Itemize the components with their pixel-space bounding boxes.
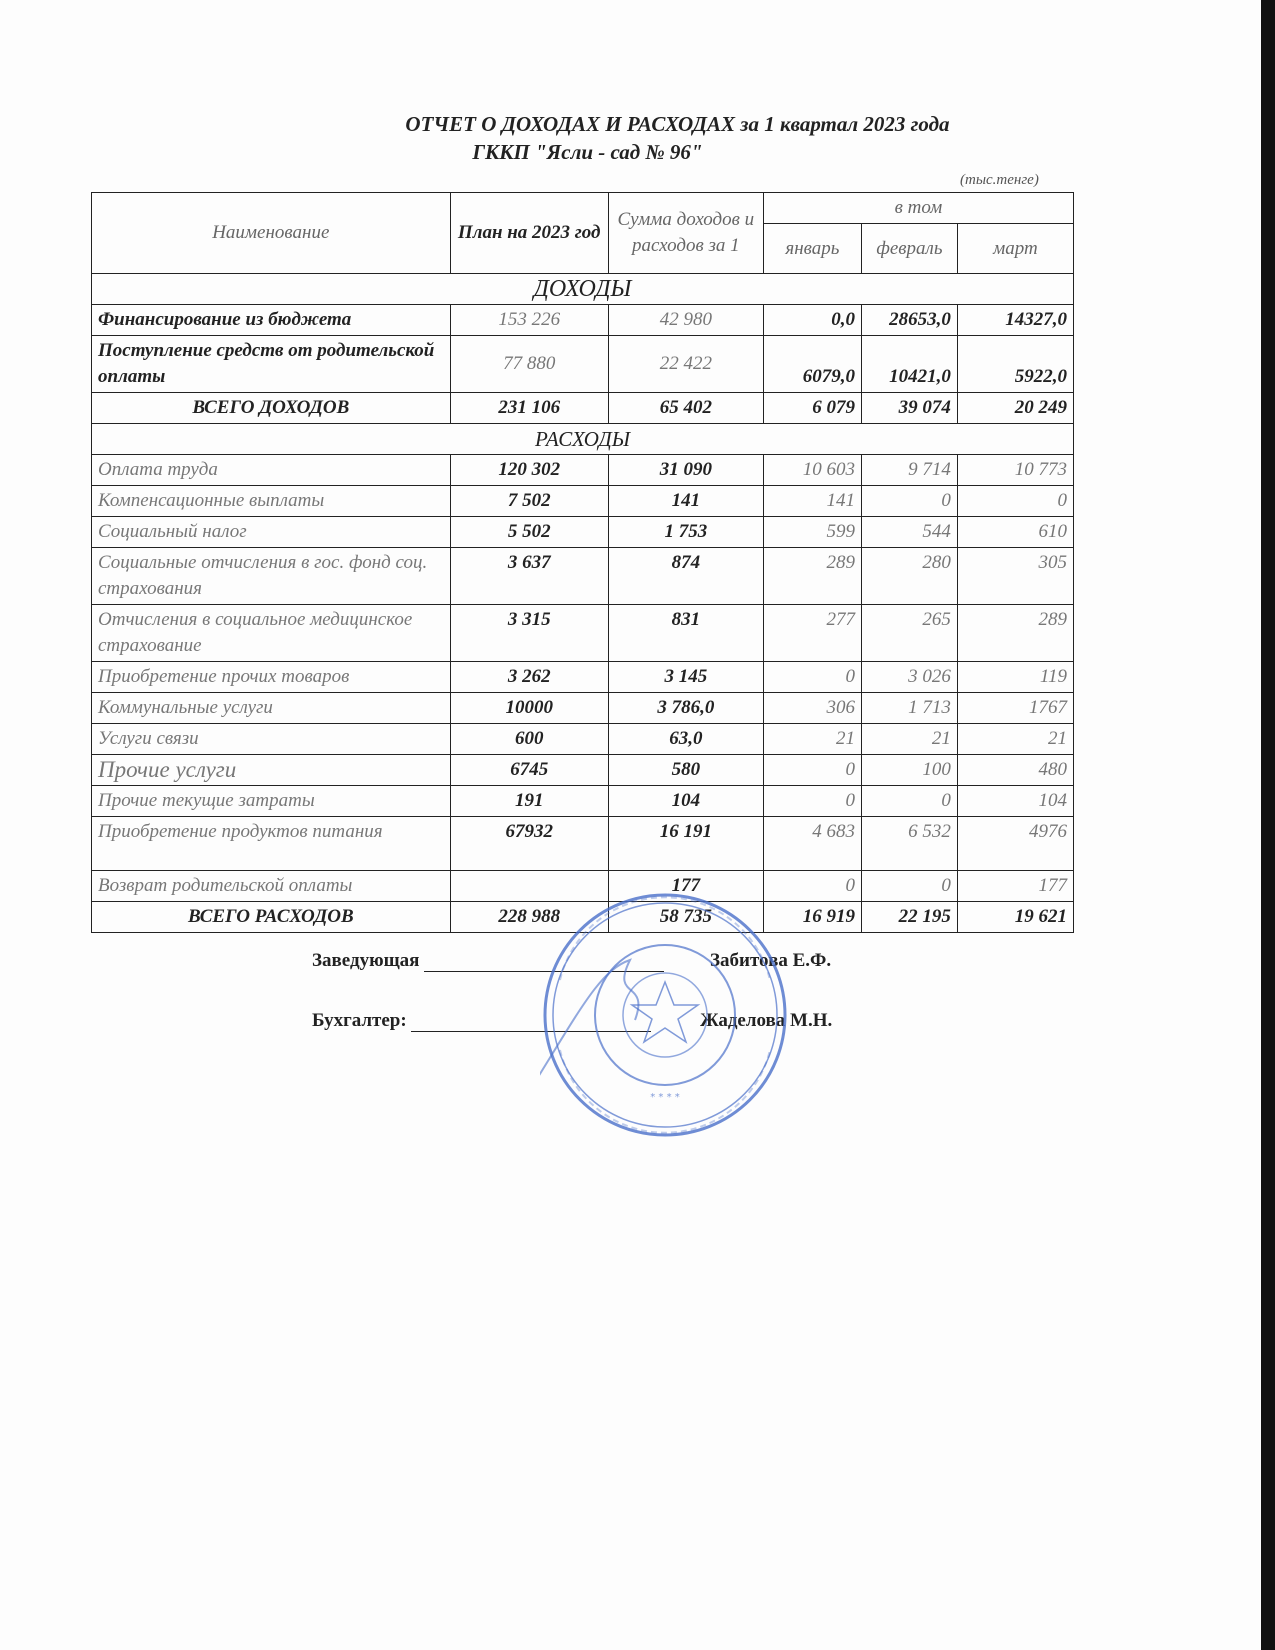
- row-name: Компенсационные выплаты: [92, 486, 451, 517]
- header-jan: январь: [763, 224, 861, 274]
- row-sum: 104: [608, 786, 763, 817]
- scan-edge: [1261, 0, 1275, 1650]
- row-plan: 10000: [450, 693, 608, 724]
- row-feb: 10421,0: [861, 336, 957, 393]
- row-jan: 599: [763, 517, 861, 548]
- row-mar: 19 621: [957, 902, 1073, 933]
- row-sum: 16 191: [608, 817, 763, 871]
- row-sum: 3 786,0: [608, 693, 763, 724]
- row-name: Приобретение продуктов питания: [92, 817, 451, 871]
- row-plan: 231 106: [450, 393, 608, 424]
- row-mar: 480: [957, 755, 1073, 786]
- row-sum: 22 422: [608, 336, 763, 393]
- row-plan: 6745: [450, 755, 608, 786]
- row-feb: 39 074: [861, 393, 957, 424]
- row-plan: 228 988: [450, 902, 608, 933]
- table-row: [92, 336, 1074, 393]
- row-feb: 3 026: [861, 662, 957, 693]
- row-feb: 0: [861, 486, 957, 517]
- table-row: [92, 662, 1074, 693]
- row-feb: 0: [861, 786, 957, 817]
- table-row: [92, 455, 1074, 486]
- row-jan: 0: [763, 755, 861, 786]
- official-stamp: [540, 890, 790, 1140]
- row-name: ВСЕГО ДОХОДОВ: [92, 393, 451, 424]
- row-jan: 289: [763, 548, 861, 605]
- row-sum: 42 980: [608, 305, 763, 336]
- row-feb: 1 713: [861, 693, 957, 724]
- row-name: Прочие услуги: [92, 755, 451, 786]
- header-feb: февраль: [861, 224, 957, 274]
- row-feb: 22 195: [861, 902, 957, 933]
- row-sum: 580: [608, 755, 763, 786]
- header-in-that: в том: [763, 193, 1073, 224]
- header-plan: План на 2023 год: [450, 193, 608, 274]
- row-plan: 600: [450, 724, 608, 755]
- units-label: (тыс.тенге): [960, 172, 1039, 188]
- row-plan: 191: [450, 786, 608, 817]
- row-mar: 610: [957, 517, 1073, 548]
- row-plan: 77 880: [450, 336, 608, 393]
- table-row: [92, 517, 1074, 548]
- row-jan: 6079,0: [763, 336, 861, 393]
- row-name: ВСЕГО РАСХОДОВ: [92, 902, 451, 933]
- row-sum: 1 753: [608, 517, 763, 548]
- row-jan: 4 683: [763, 817, 861, 871]
- row-jan: 0,0: [763, 305, 861, 336]
- row-jan: 277: [763, 605, 861, 662]
- row-mar: 0: [957, 486, 1073, 517]
- row-name: Возврат родительской оплаты: [92, 871, 451, 902]
- table-row: [92, 817, 1074, 871]
- row-name: Поступление средств от родительской оплаты: [92, 336, 451, 393]
- row-mar: 10 773: [957, 455, 1073, 486]
- row-jan: 0: [763, 786, 861, 817]
- table-row: [92, 755, 1074, 786]
- row-jan: 306: [763, 693, 861, 724]
- row-plan: 120 302: [450, 455, 608, 486]
- report-table: [91, 192, 1074, 933]
- table-row: [92, 605, 1074, 662]
- table-row: [92, 786, 1074, 817]
- table-row: [92, 724, 1074, 755]
- row-name: Социальные отчисления в гос. фонд соц. страхования: [92, 548, 451, 605]
- row-plan: 5 502: [450, 517, 608, 548]
- row-sum: 63,0: [608, 724, 763, 755]
- row-name: Социальный налог: [92, 517, 451, 548]
- section-expenses: РАСХОДЫ: [92, 424, 1074, 455]
- row-plan: 3 262: [450, 662, 608, 693]
- row-feb: 265: [861, 605, 957, 662]
- row-feb: 544: [861, 517, 957, 548]
- row-feb: 6 532: [861, 817, 957, 871]
- accountant-name: Жаделова М.Н.: [700, 1010, 833, 1031]
- row-sum: 65 402: [608, 393, 763, 424]
- row-sum: 874: [608, 548, 763, 605]
- row-plan: 3 315: [450, 605, 608, 662]
- header-mar: март: [957, 224, 1073, 274]
- row-jan: 6 079: [763, 393, 861, 424]
- row-mar: 104: [957, 786, 1073, 817]
- row-name: Приобретение прочих товаров: [92, 662, 451, 693]
- row-plan: 7 502: [450, 486, 608, 517]
- row-sum: 177: [608, 871, 763, 902]
- income-total-row: [92, 393, 1074, 424]
- accountant-label: Бухгалтер:: [312, 1010, 407, 1031]
- row-mar: 289: [957, 605, 1073, 662]
- row-name: Прочие текущие затраты: [92, 786, 451, 817]
- row-mar: 119: [957, 662, 1073, 693]
- row-plan: 67932: [450, 817, 608, 871]
- row-sum: 58 735: [608, 902, 763, 933]
- table-row: [92, 305, 1074, 336]
- row-jan: 21: [763, 724, 861, 755]
- row-sum: 831: [608, 605, 763, 662]
- row-mar: 20 249: [957, 393, 1073, 424]
- row-feb: 21: [861, 724, 957, 755]
- row-jan: 141: [763, 486, 861, 517]
- row-name: Услуги связи: [92, 724, 451, 755]
- row-name: Финансирование из бюджета: [92, 305, 451, 336]
- row-plan: 3 637: [450, 548, 608, 605]
- row-name: Коммунальные услуги: [92, 693, 451, 724]
- head-label: Заведующая: [312, 950, 420, 971]
- report-title: ОТЧЕТ О ДОХОДАХ И РАСХОДАХ за 1 квартал 2023 года: [405, 112, 950, 136]
- row-sum: 3 145: [608, 662, 763, 693]
- row-sum: 31 090: [608, 455, 763, 486]
- row-name: Отчисления в социальное медицинское страхование: [92, 605, 451, 662]
- header-name: Наименование: [92, 193, 451, 274]
- row-jan: 0: [763, 662, 861, 693]
- organization-title: ГККП "Ясли - сад № 96": [472, 140, 703, 164]
- row-feb: 28653,0: [861, 305, 957, 336]
- row-mar: 305: [957, 548, 1073, 605]
- table-row: [92, 693, 1074, 724]
- row-mar: 5922,0: [957, 336, 1073, 393]
- section-income: ДОХОДЫ: [92, 274, 1074, 305]
- row-feb: 100: [861, 755, 957, 786]
- row-feb: 9 714: [861, 455, 957, 486]
- head-name: Забитова Е.Ф.: [710, 950, 832, 971]
- table-row: [92, 486, 1074, 517]
- row-mar: 177: [957, 871, 1073, 902]
- svg-text:* * * *: * * * *: [650, 1092, 680, 1103]
- row-mar: 4976: [957, 817, 1073, 871]
- table-row: [92, 548, 1074, 605]
- row-feb: 0: [861, 871, 957, 902]
- row-feb: 280: [861, 548, 957, 605]
- row-name: Оплата труда: [92, 455, 451, 486]
- row-mar: 21: [957, 724, 1073, 755]
- row-jan: 0: [763, 871, 861, 902]
- header-sum: Сумма доходов и расходов за 1: [608, 193, 763, 274]
- row-jan: 10 603: [763, 455, 861, 486]
- row-jan: 16 919: [763, 902, 861, 933]
- row-plan: 153 226: [450, 305, 608, 336]
- row-mar: 14327,0: [957, 305, 1073, 336]
- row-mar: 1767: [957, 693, 1073, 724]
- row-sum: 141: [608, 486, 763, 517]
